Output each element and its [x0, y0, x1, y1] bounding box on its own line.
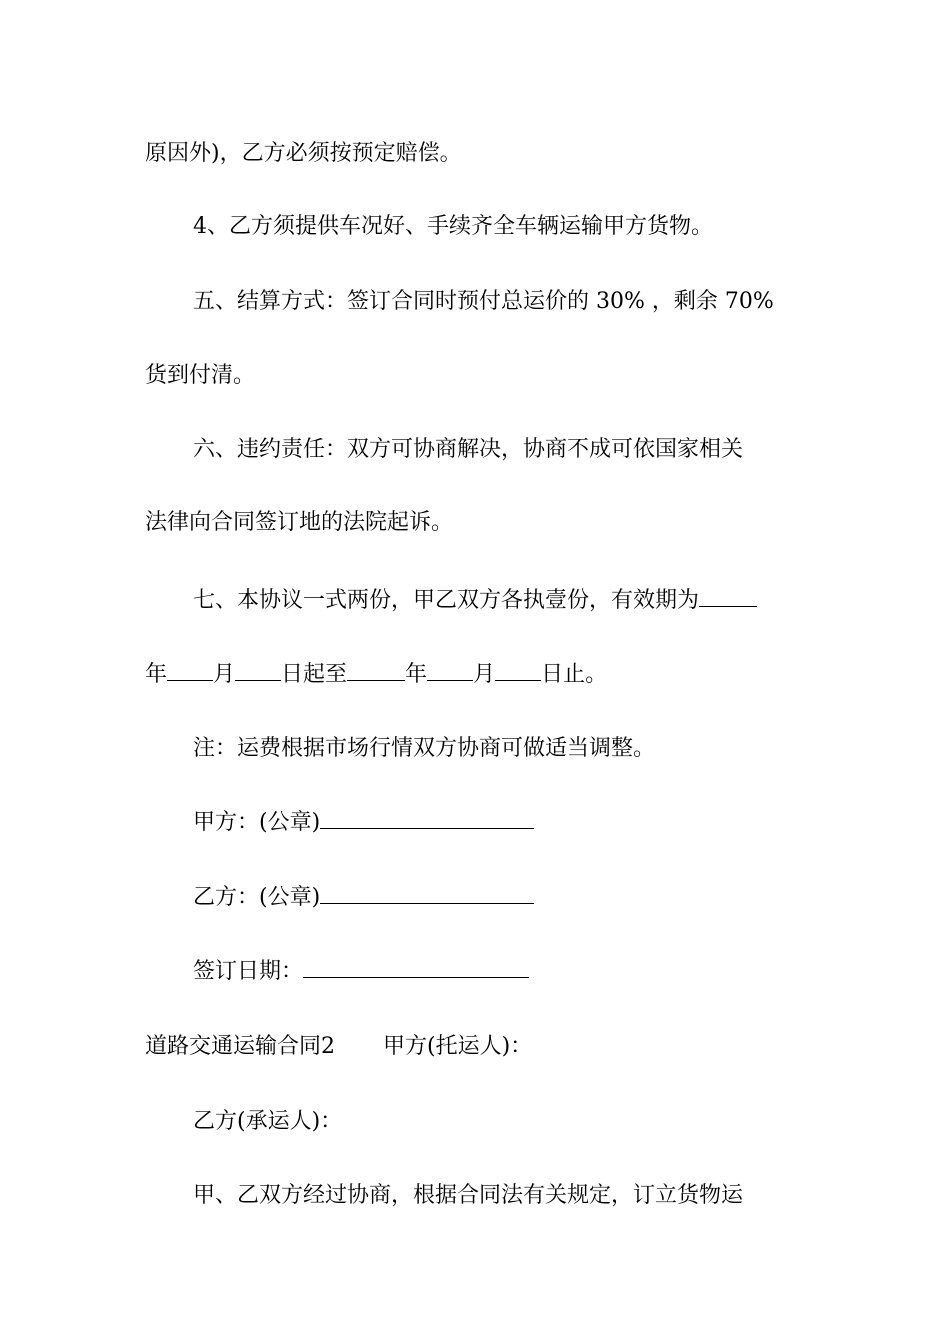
party-b-label: 乙方：(公章) [193, 885, 321, 910]
fill-blank[interactable] [699, 586, 757, 607]
day-from-label: 日起至 [281, 662, 348, 687]
contract2-party-a: 甲方(托运人)： [383, 1034, 533, 1059]
paragraph-line: 货到付清。 [145, 363, 256, 388]
month-label: 月 [213, 662, 236, 687]
date-range-line [145, 660, 815, 690]
contract2-party-b: 乙方(承运人)： [193, 1109, 343, 1134]
contract2-header-line [145, 1032, 815, 1062]
month-label: 月 [473, 662, 496, 687]
party-b-signature-line [193, 883, 863, 913]
party-a-label: 甲方：(公章) [193, 810, 321, 835]
validity-text: 七、本协议一式两份，甲乙双方各执壹份，有效期为 [193, 588, 700, 613]
fill-blank[interactable] [427, 660, 473, 681]
paragraph-line: 五、结算方式：签订合同时预付总运价的 30% ，剩余 70% [193, 289, 774, 314]
fill-blank[interactable] [347, 660, 405, 681]
sign-date-label: 签订日期： [193, 959, 304, 984]
year-label: 年 [405, 662, 428, 687]
paragraph-line: 法律向合同签订地的法院起诉。 [145, 510, 454, 535]
validity-line [193, 586, 863, 616]
fill-blank[interactable] [495, 660, 541, 681]
day-to-label: 日止。 [541, 662, 608, 687]
party-a-signature-line [193, 808, 863, 838]
paragraph-line: 六、违约责任：双方可协商解决，协商不成可依国家相关 [193, 437, 744, 462]
contract2-intro: 甲、乙双方经过协商，根据合同法有关规定，订立货物运 [193, 1183, 744, 1208]
sign-date-line [193, 957, 863, 987]
contract2-title: 道路交通运输合同2 [145, 1034, 335, 1059]
date-blank[interactable] [303, 957, 529, 978]
paragraph-line: 原因外)，乙方必须按预定赔偿。 [145, 141, 462, 166]
year-label: 年 [145, 662, 168, 687]
signature-blank[interactable] [320, 808, 534, 829]
fill-blank[interactable] [235, 660, 281, 681]
signature-blank[interactable] [320, 883, 534, 904]
fill-blank[interactable] [167, 660, 213, 681]
paragraph-line: 4、乙方须提供车况好、手续齐全车辆运输甲方货物。 [193, 214, 713, 239]
note-line: 注：运费根据市场行情双方协商可做适当调整。 [193, 736, 656, 761]
